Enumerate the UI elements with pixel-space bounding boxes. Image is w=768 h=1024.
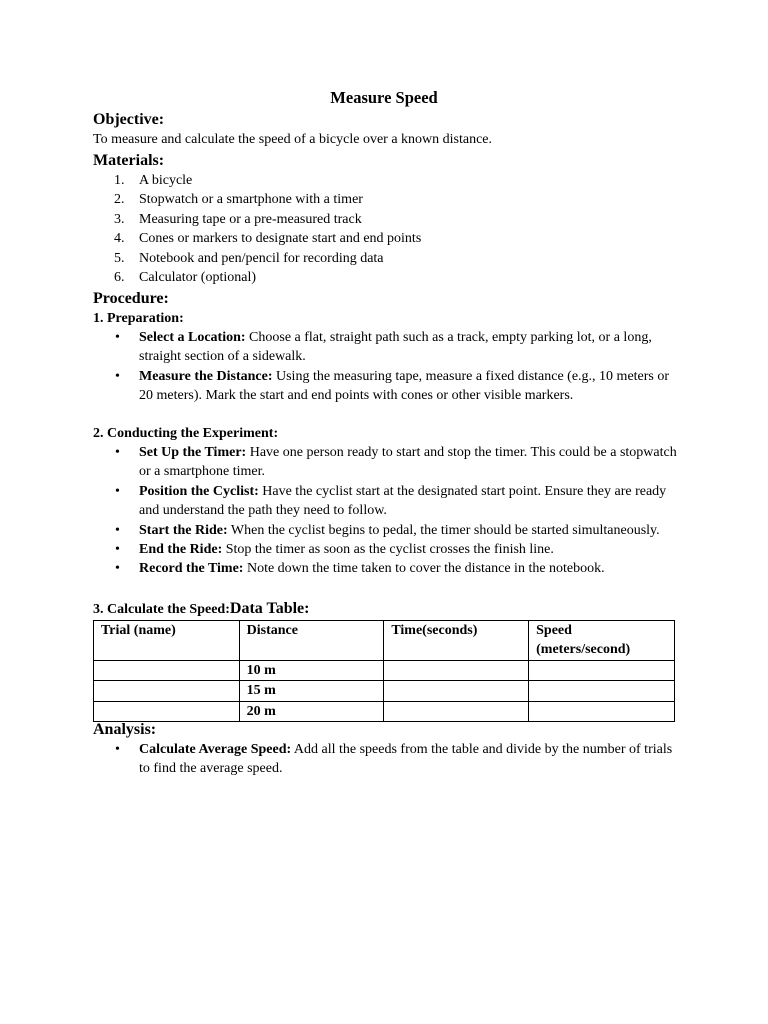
table-cell (94, 681, 240, 701)
calculate-speed-heading: 3. Calculate the Speed: (93, 602, 230, 617)
bullet-icon: • (115, 445, 120, 460)
conducting-heading: 2. Conducting the Experiment: (93, 426, 279, 441)
procedure-heading: Procedure: (93, 290, 169, 307)
list-item: • Select a Location: Choose a flat, straight path such as a track, empty parking lot, or a long, straight section of a sidewalk. (115, 330, 652, 365)
preparation-heading: 1. Preparation: (93, 311, 184, 326)
table-cell (384, 661, 529, 681)
materials-heading: Materials: (93, 152, 165, 169)
table-cell: 15 m (239, 681, 384, 701)
table-cell (529, 661, 675, 681)
analysis-heading: Analysis: (93, 721, 157, 738)
preparation-list (93, 328, 683, 406)
list-item: 2. Stopwatch or a smartphone with a timer (114, 192, 363, 208)
materials-list (93, 171, 421, 287)
list-item: • Record the Time: Note down the time taken to cover the distance in the notebook. (93, 559, 683, 578)
table-cell (94, 701, 240, 721)
table-header-cell: Time(seconds) (384, 621, 529, 661)
table-header-cell: Speed (meters/second) (529, 621, 675, 661)
table-cell (529, 681, 675, 701)
calculate-speed-line (93, 599, 309, 619)
list-item: 1. A bicycle (114, 173, 193, 188)
page-title: Measure Speed (330, 88, 438, 107)
table-row (94, 681, 675, 701)
bullet-icon: • (115, 368, 120, 384)
data-table-heading: Data Table: (229, 600, 310, 617)
list-item: • Set Up the Timer: Have one person ready to start and stop the timer. This could be a stopwatch or a smartphone timer. (115, 445, 677, 480)
bullet-icon: • (115, 330, 120, 345)
bullet-icon: • (115, 561, 120, 577)
table-header-row (94, 621, 675, 661)
table-cell: 10 m (239, 661, 384, 681)
list-item: 4. Cones or markers to designate start and end points (114, 231, 422, 247)
table-header-cell: Distance (239, 621, 384, 661)
objective-text: To measure and calculate the speed of a bicycle over a known distance. (93, 132, 493, 147)
list-item: • End the Ride: Stop the timer as soon as the cyclist crosses the finish line. (93, 540, 683, 559)
table-cell: 20 m (239, 701, 384, 721)
table-cell (529, 701, 675, 721)
bullet-icon: • (115, 742, 120, 757)
conducting-list (93, 443, 683, 579)
list-item: 6. Calculator (optional) (114, 270, 257, 286)
list-item: • Position the Cyclist: Have the cyclist start at the designated start point. Ensure they are ready and understand the path they need to follow. (115, 483, 667, 519)
bullet-icon: • (115, 522, 120, 538)
list-item: 5. Notebook and pen/pencil for recording data (114, 250, 384, 266)
bullet-icon: • (115, 542, 120, 558)
list-item: 3. Measuring tape or a pre-measured track (114, 211, 362, 227)
bullet-icon: • (115, 483, 120, 499)
table-cell (384, 681, 529, 701)
table-row (94, 661, 675, 681)
table-header-cell: Trial (name) (94, 621, 240, 661)
objective-heading: Objective: (93, 111, 165, 128)
analysis-list (93, 740, 683, 779)
list-item: • Measure the Distance: Using the measuring tape, measure a fixed distance (e.g., 10 meters or 20 meters). Mark the start and end points with cones or other visible markers. (115, 368, 670, 404)
table-row (94, 701, 675, 721)
table-cell (384, 701, 529, 721)
data-table (93, 620, 675, 722)
table-cell (94, 661, 240, 681)
list-item: • Start the Ride: When the cyclist begins to pedal, the timer should be started simultaneously. (93, 521, 683, 540)
list-item: • Calculate Average Speed: Add all the speeds from the table and divide by the number of trials to find the average speed. (115, 742, 673, 777)
